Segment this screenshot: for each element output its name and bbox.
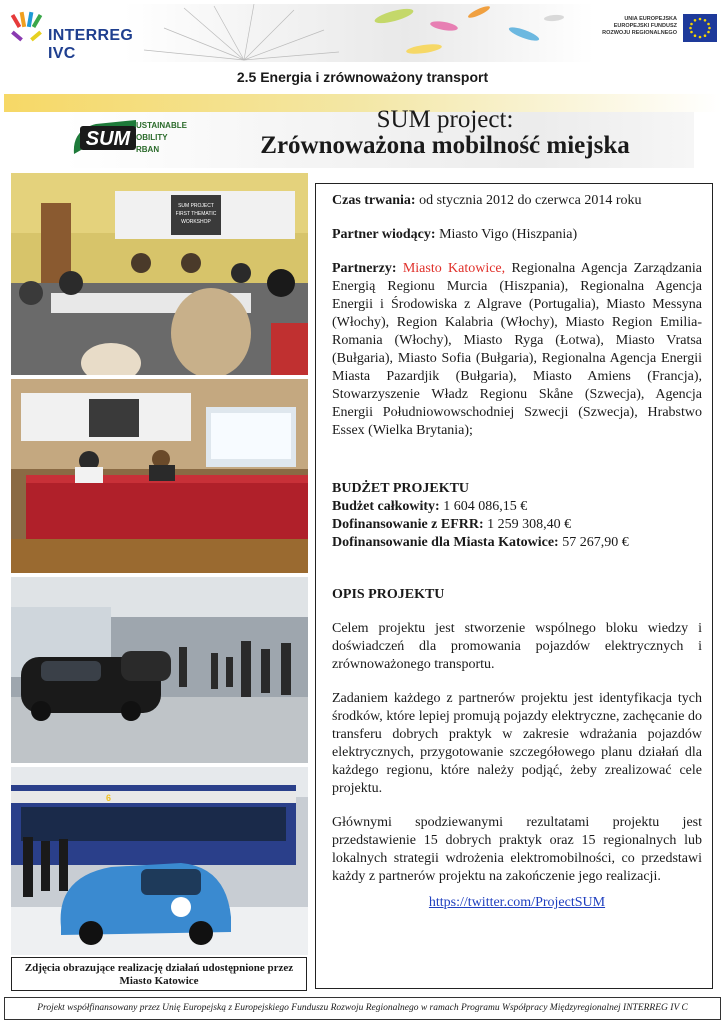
interreg-star-icon [10,10,46,50]
partners-value: Regionalna Agencja Zarządzania Energią Regionu Murcia (Hiszpania), Regionalna Agencja Energii i Środowiska z Algrave (Portugalia), Miasto Messyna (Włochy), Region Kalabria (Włochy), Miasto Region Emilia-Romania (Włochy), Miasto Ryga (Łotwa), Miasto Vratsa (Bułgaria), Miasto Sofia (Bułgaria), Regionalna Agencja Energii Miasta Pazardjik (Bułgaria), Miasto Amiens (Francja), Stowarzyszenie Władz Regionu Skåne (Szwecja), Agencja Energii Południowowschodniej Szwecji (Szwecja), Hrabstwo Essex (Wielka Brytania); [332,261,703,438]
photo-tram-and-car [11,767,308,955]
duration-row [332,192,702,210]
project-info-box [315,183,713,989]
eu-label [599,16,677,37]
photo-electric-cars-hall [11,577,308,763]
partners-row [332,260,702,440]
description-paragraph-2: Zadaniem każdego z partnerów projektu jest identyfikacja tych środków, które lepiej promują pojazdy elektryczne, zachęcanie do transferu dobrych praktyk w zakresie wdrażania pojazdów elektrycznych, przygotowanie szczegółowego planu działań dla każdego regionu, które należy podjąć, żeby zrealizować cele projektu. [332,691,702,796]
budget-total-label: Budżet całkowity: [332,499,440,514]
budget-city-label: Dofinansowanie dla Miasta Katowice: [332,535,559,550]
project-title-line1: SUM project: [376,106,514,133]
partners-highlight: Miasto Katowice, [402,261,506,276]
sum-project-logo [70,110,200,166]
budget-city-value: 57 267,90 € [558,535,629,550]
sum-logo-sub2: OBILITY [136,133,168,142]
budget-total-value: 1 604 086,15 € [439,499,528,514]
eu-label-line1: UNIA EUROPEJSKA [624,16,677,22]
photo1-banner-line2: FIRST THEMATIC [175,211,217,217]
interreg-logo-text: INTERREG IVC [48,27,134,62]
duration-value: od stycznia 2012 do czerwca 2014 roku [415,193,642,208]
funding-footer: Projekt współfinansowany przez Unię Europejską z Europejskiego Funduszu Rozwoju Regionalnego w ramach Programu Współpracy Międzyregionalnej INTERREG IV C [4,997,721,1020]
project-title-line2: Zrównoważona mobilność miejska [260,132,630,159]
budget-total-row [332,498,702,516]
description-heading-text: OPIS PROJEKTU [332,587,445,602]
description-paragraph-1: Celem projektu jest stworzenie wspólnego bloku wiedzy i doświadczeń dla promowania pojazdów elektrycznych i zrównoważonego transportu. [332,621,702,672]
photo4-tram-number: 6 [106,793,112,803]
header-banner [4,4,721,62]
project-info-content [332,192,702,912]
lead-partner-row [332,226,702,244]
budget-efrr-value: 1 259 308,40 € [483,517,572,532]
budget-efrr-row [332,516,702,534]
eu-flag-icon [683,14,717,42]
sum-logo-sub3: RBAN [136,145,160,154]
lead-partner-value: Miasto Vigo (Hiszpania) [435,227,578,242]
description-heading [332,586,702,604]
lead-partner-label: Partner wiodący: [332,227,436,242]
description-paragraph-3: Głównymi spodziewanymi rezultatami projektu jest przedstawienie 15 dobrych praktyk oraz 15 regionalnych lub lokalnych strategii wdrożenia elektromobilności, co przedstawi każdy z partnerów projektu na zakończenie jego realizacji. [332,815,702,884]
photo1-banner-line3: WORKSHOP [181,219,211,225]
photos-caption: Zdjęcia obrazujące realizację działań udostępnione przez Miasto Katowice [11,957,307,991]
budget-heading [332,480,702,498]
budget-city-row [332,534,702,552]
budget-efrr-label: Dofinansowanie z EFRR: [332,517,484,532]
photo-conference-panel [11,379,308,573]
eu-label-line3: ROZWOJU REGIONALNEGO [602,30,677,36]
header-decorative-art [124,4,594,62]
dandelion-illustration [124,4,594,62]
budget-heading-text: BUDŻET PROJEKTU [332,481,470,496]
section-title: 2.5 Energia i zrównoważony transport [236,69,489,85]
photo-workshop-table [11,173,308,375]
eu-logo [599,14,719,50]
eu-label-line2: EUROPEJSKI FUNDUSZ [613,23,677,29]
sum-logo-sub1: USTAINABLE [136,121,187,130]
interreg-logo [10,10,160,62]
photo1-banner-line1: SUM PROJECT [178,203,214,209]
budget-section [332,480,702,552]
partners-label: Partnerzy: [332,261,397,276]
twitter-link[interactable]: https://twitter.com/ProjectSUM [428,895,606,910]
sum-logo-text: SUM [85,128,131,150]
duration-label: Czas trwania: [332,193,416,208]
